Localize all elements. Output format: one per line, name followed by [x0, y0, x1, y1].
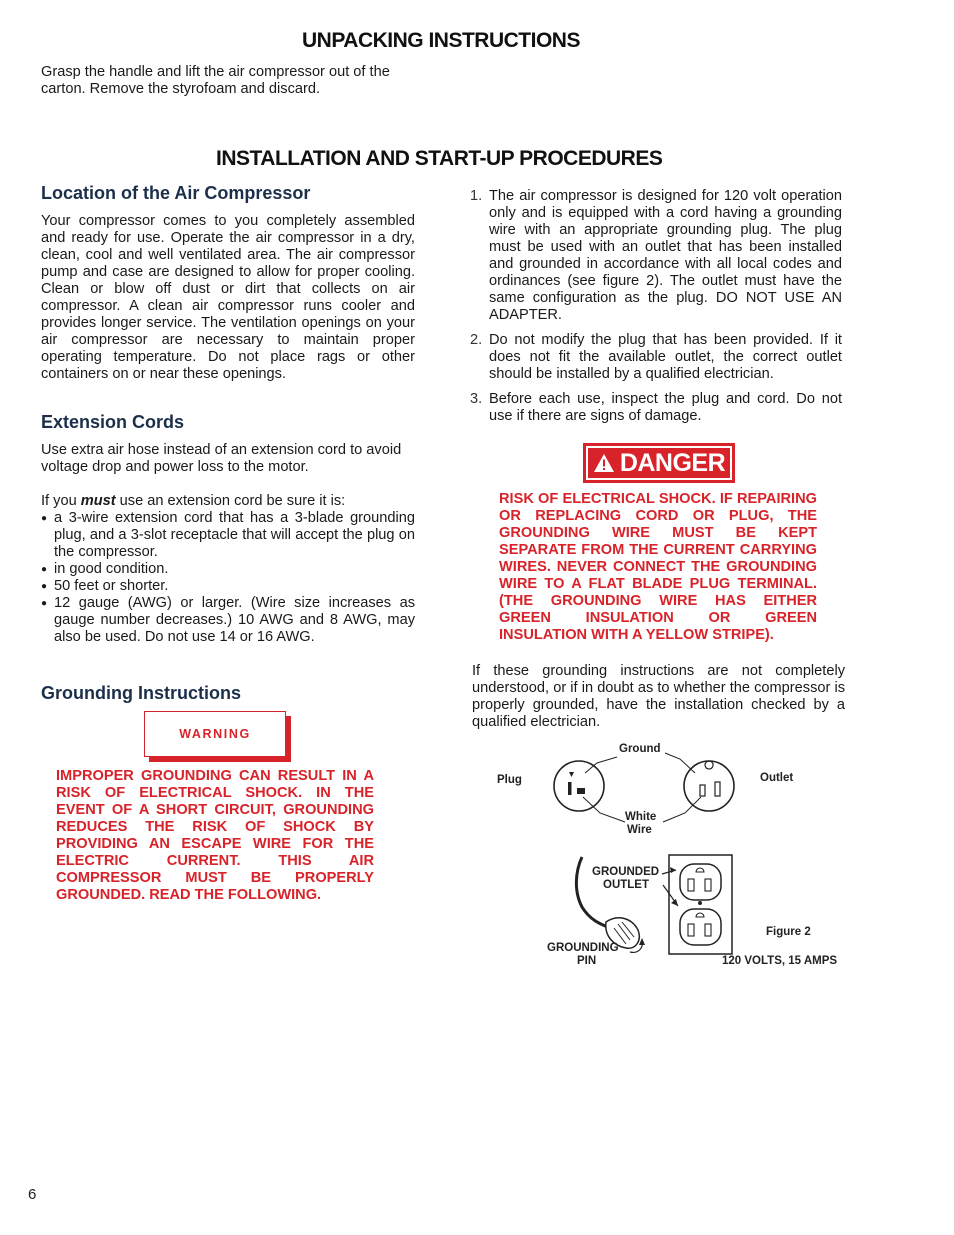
ground-label: Ground: [619, 743, 661, 755]
plug-label: Plug: [497, 774, 522, 786]
warning-triangle-icon: [593, 453, 615, 473]
warning-box: [144, 711, 286, 757]
left-column: [41, 183, 415, 704]
grounded-label: GROUNDED: [592, 866, 660, 878]
location-heading: Location of the Air Compressor: [41, 183, 311, 203]
rating-label: 120 VOLTS, 15 AMPS: [722, 955, 838, 967]
unpacking-heading: UNPACKING INSTRUCTIONS: [302, 29, 580, 52]
location-text: Your compressor comes to you completely assembled and ready for use. Operate the air compressor in a dry, clean, cool and well ventilated area. The air compressor pump and case are designed to allow for proper cooling. Clean or blow off dust or dirt that collects on air compressor. A clean air compressor runs cooler and provides longer service. The ventilation openings on your air compressor are necessary to maintain proper operating temperature. Do not place rags or other containers on or near these openings.: [41, 213, 415, 382]
list-item: 1. The air compressor is designed for 120 volt operation only and is equipped with a cord having a grounding wire with an appropriate grounding plug. The plug must be used with an outlet that has been installed and grounded in accordance with all local codes and ordinances (see figure 2). The outlet must have the same configuration as the plug. DO NOT USE AN ADAPTER.: [470, 188, 842, 323]
white-label: White: [625, 811, 657, 823]
pin-label: PIN: [577, 955, 597, 967]
warning-text: IMPROPER GROUNDING CAN RESULT IN A RISK OF ELECTRICAL SHOCK. IN THE EVENT OF A SHORT CIRCUIT, GROUNDING REDUCES THE RISK OF SHOCK BY PROVIDING AN ESCAPE WIRE FOR THE ELECTRIC CURRENT. THIS AIR COMPRESSOR MUST BE PROPERLY GROUNDED. READ THE FOLLOWING.: [56, 768, 374, 903]
unpacking-text: Grasp the handle and lift the air compressor out of the carton. Remove the styrofoam and discard.: [41, 64, 390, 97]
outlet-caps-label: OUTLET: [603, 879, 649, 891]
danger-label: DANGER: [619, 448, 726, 477]
emphasis-must: must: [80, 493, 116, 509]
warning-label: WARNING: [179, 727, 251, 741]
after-danger-text: If these grounding instructions are not completely understood, or if in doubt as to whether the compressor is properly grounded, have the installation checked by a qualified electrician.: [472, 663, 845, 730]
list-item: ● in good condition.: [41, 561, 415, 578]
grounding-label: GROUNDING: [547, 942, 619, 954]
danger-box: [583, 443, 735, 483]
page-number: 6: [28, 1186, 37, 1203]
list-item: 3. Before each use, inspect the plug and cord. Do not use if there are signs of damage.: [470, 391, 842, 424]
extension-text: Use extra air hose instead of an extension cord to avoid voltage drop and power loss to the motor.: [41, 442, 402, 475]
danger-text: RISK OF ELECTRICAL SHOCK. IF REPAIRING OR REPLACING CORD OR PLUG, THE GROUNDING WIRE MUST BE KEPT SEPARATE FROM THE CURRENT CARRYING WIRES. NEVER CONNECT THE GROUNDING WIRE TO A FLAT BLADE PLUG TERMINAL. (THE GROUNDING WIRE HAS EITHER GREEN INSULATION OR GREEN INSULATION WITH A YELLOW STRIPE).: [499, 491, 817, 643]
list-item: ● 50 feet or shorter.: [41, 578, 415, 595]
list-item: ● a 3-wire extension cord that has a 3-blade grounding plug, and a 3-slot receptacle that will accept the plug on the compressor.: [41, 510, 415, 561]
procedure-steps: [470, 188, 842, 433]
grounding-heading: Grounding Instructions: [41, 683, 241, 703]
extension-heading: Extension Cords: [41, 412, 185, 432]
installation-heading: INSTALLATION AND START-UP PROCEDURES: [216, 147, 663, 170]
wire-label: Wire: [627, 824, 652, 836]
outlet-label: Outlet: [760, 772, 794, 784]
plug-face-icon: [554, 761, 604, 811]
figure-caption: Figure 2: [766, 926, 811, 938]
list-item: 2. Do not modify the plug that has been provided. If it does not fit the available outlet, the correct outlet should be installed by a qualified electrician.: [470, 332, 842, 382]
extension-bullet-list: [41, 510, 415, 646]
extension-intro: If you must use an extension cord be sure it is:: [41, 493, 346, 509]
list-item: ● 12 gauge (AWG) or larger. (Wire size increases as gauge number decreases.) 10 AWG and 8 AWG, may also be used. Do not use 14 or 16 AWG.: [41, 595, 415, 646]
